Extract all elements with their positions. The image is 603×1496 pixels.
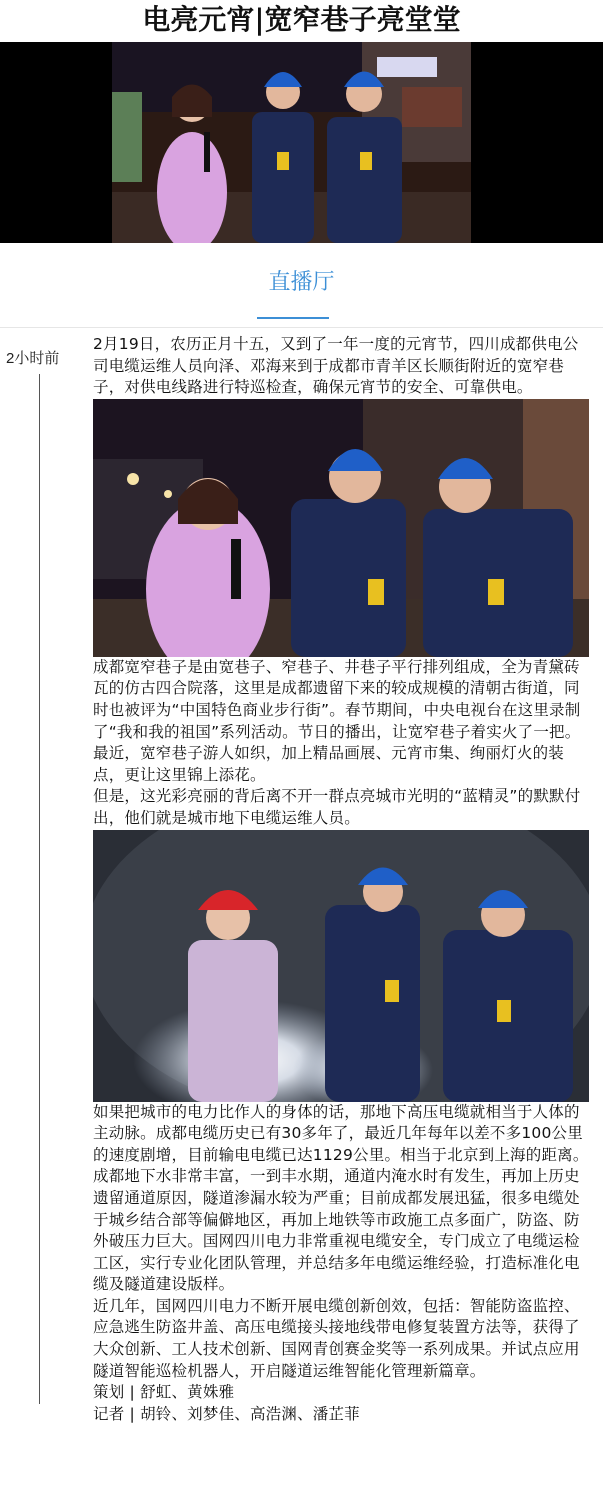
paragraph: 如果把城市的电力比作人的身体的话，那地下高压电缆就相当于人体的主动脉。成都电缆历史已有30多年了，最近几年每年以差不多100公里的速度剧增，目前输电电缆已达1129公里。相当于北京到上海的距离。 [93, 1102, 589, 1164]
photo-street-interview[interactable] [93, 399, 589, 657]
tab-active-indicator [257, 317, 329, 319]
paragraph: 成都宽窄巷子是由宽巷子、窄巷子、井巷子平行排列组成，全为青黛砖瓦的仿古四合院落，这里是成都遗留下来的较成规模的清朝古街道，同时也被评为“中国特色商业步行街”。春节期间，中央电视台在这里录制了“我和我的祖国”系列活动。节日的播出，让宽窄巷子着实火了一把。最近，宽窄巷子游人如织，加上精品画展、元宵市集、绚丽灯火的装点，更让这里锦上添花。 [93, 657, 581, 784]
hero-video-frame[interactable] [0, 42, 603, 243]
post-timestamp: 2小时前 [6, 350, 60, 367]
tab-live-hall[interactable]: 直播厅 [268, 269, 335, 294]
page-title: 电亮元宵|宽窄巷子亮堂堂 [142, 3, 461, 36]
photo-cable-tunnel[interactable] [93, 830, 589, 1102]
credit-planning: 策划 | 舒虹、黄姝雅 [93, 1383, 235, 1402]
timeline-line [39, 374, 40, 1404]
tab-bar [0, 243, 603, 328]
paragraph: 成都地下水非常丰富，一到丰水期，通道内淹水时有发生，再加上历史遗留通道原因，隧道渗漏水较为严重；目前成都发展迅猛，很多电缆处于城乡结合部等偏僻地区，再加上地铁等市政施工点多面广，防盗、防外破压力巨大。国网四川电力非常重视电缆安全，专门成立了电缆运检工区，实行专业化团队管理，并总结多年电缆运维经验，打造标准化电缆及隧道建设版样。 [93, 1167, 580, 1294]
paragraph: 近几年，国网四川电力不断开展电缆创新创效，包括：智能防盗监控、应急逃生防盗井盖、高压电缆接头接地线带电修复装置方法等，获得了大众创新、工人技术创新、国网青创赛金奖等一系列成果。并试点应用隧道智能巡检机器人，开启隧道运维智能化管理新篇章。 [93, 1296, 580, 1380]
hero-photo [112, 42, 471, 243]
credit-reporters: 记者 | 胡铃、刘梦佳、高浩渊、潘芷菲 [93, 1404, 360, 1423]
paragraph: 但是，这光彩亮丽的背后离不开一群点亮城市光明的“蓝精灵”的默默付出，他们就是城市地下电缆运维人员。 [93, 787, 581, 827]
post-content [93, 334, 589, 1425]
paragraph: 2月19日，农历正月十五，又到了一年一度的元宵节，四川成都供电公司电缆运维人员向泽、邓海来到于成都市青羊区长顺街附近的宽窄巷子，对供电线路进行特巡检查，确保元宵节的安全、可靠供电。 [93, 335, 579, 397]
